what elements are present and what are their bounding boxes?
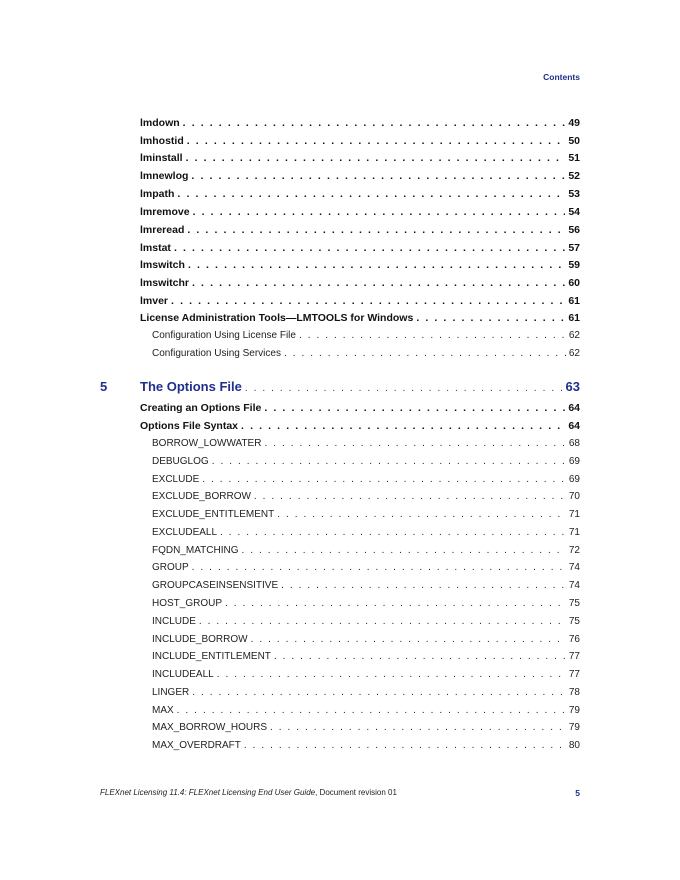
toc-entry-page: 64 xyxy=(568,420,580,432)
toc-subentry-page: 76 xyxy=(568,634,580,645)
dot-leader xyxy=(270,722,566,733)
toc-subentry-page: 77 xyxy=(568,669,580,680)
dot-leader xyxy=(191,170,565,182)
footer-revision: , Document revision 01 xyxy=(315,788,397,797)
toc-entry-title: lmpath xyxy=(140,188,175,200)
toc-entry[interactable] xyxy=(140,259,580,271)
toc-entry[interactable] xyxy=(140,312,580,324)
toc-subentry-title: EXCLUDE xyxy=(152,474,200,485)
dot-leader xyxy=(186,152,566,164)
toc-subentry-page: 80 xyxy=(568,740,580,751)
toc-entry-title: lmreread xyxy=(140,224,185,236)
toc-subentry-page: 75 xyxy=(568,598,580,609)
toc-subentry-page: 79 xyxy=(568,705,580,716)
toc-subentry-title: GROUP xyxy=(152,562,189,573)
toc-entry-page: 57 xyxy=(568,242,580,254)
toc-subentry-page: 62 xyxy=(568,330,580,341)
toc-entry-page: 50 xyxy=(568,135,580,147)
dot-leader xyxy=(277,509,566,520)
toc-subentry-page: 62 xyxy=(568,348,580,359)
toc-subentry-page: 72 xyxy=(568,545,580,556)
toc-subentry[interactable] xyxy=(152,491,580,502)
dot-leader xyxy=(299,330,566,341)
toc-subentry[interactable] xyxy=(152,669,580,680)
toc-subentry-title: BORROW_LOWWATER xyxy=(152,438,262,449)
dot-leader xyxy=(245,383,563,394)
dot-leader xyxy=(187,135,566,147)
toc-entry-page: 61 xyxy=(568,295,580,307)
dot-leader xyxy=(416,312,565,324)
dot-leader xyxy=(202,474,566,485)
toc-subentry[interactable] xyxy=(152,348,580,359)
toc-entry-page: 51 xyxy=(568,152,580,164)
dot-leader xyxy=(264,438,565,449)
toc-entry-page: 54 xyxy=(568,206,580,218)
toc-entry-title: lmver xyxy=(140,295,169,307)
toc-subentry-title: INCLUDE xyxy=(152,616,196,627)
dot-leader xyxy=(241,420,565,432)
toc-subentry-page: 77 xyxy=(568,651,580,662)
toc-subentry-page: 69 xyxy=(568,474,580,485)
toc-entry[interactable] xyxy=(140,117,580,129)
toc-subentry[interactable] xyxy=(152,705,580,716)
toc-subentry[interactable] xyxy=(152,474,580,485)
toc-subentry[interactable] xyxy=(152,651,580,662)
toc-subentry-title: DEBUGLOG xyxy=(152,456,209,467)
toc-subentry-title: INCLUDEALL xyxy=(152,669,214,680)
toc-entry-page: 61 xyxy=(568,312,580,324)
toc-subentry-title: MAX xyxy=(152,705,174,716)
dot-leader xyxy=(217,669,566,680)
toc-entry-title: Creating an Options File xyxy=(140,402,262,414)
footer-document-title xyxy=(100,788,397,798)
toc-subentry[interactable] xyxy=(152,722,580,733)
dot-leader xyxy=(244,740,566,751)
toc-subentry-title: EXCLUDE_ENTITLEMENT xyxy=(152,509,275,520)
toc-subentry-title: FQDN_MATCHING xyxy=(152,545,239,556)
toc-entry-title: lmhostid xyxy=(140,135,184,147)
toc-entry-page: 52 xyxy=(568,170,580,182)
toc-subentry[interactable] xyxy=(152,687,580,698)
dot-leader xyxy=(187,224,565,236)
toc-entry-page: 53 xyxy=(568,188,580,200)
toc-entry-page: 64 xyxy=(568,402,580,414)
dot-leader xyxy=(192,277,565,289)
toc-subentry[interactable] xyxy=(152,456,580,467)
toc-subentry[interactable] xyxy=(152,740,580,751)
toc-subentry-page: 71 xyxy=(568,527,580,538)
chapter-page: 63 xyxy=(565,379,580,394)
dot-leader xyxy=(177,188,565,200)
toc-subentry-page: 79 xyxy=(568,722,580,733)
dot-leader xyxy=(183,117,566,129)
toc-subentry-page: 74 xyxy=(568,562,580,573)
dot-leader xyxy=(193,206,566,218)
dot-leader xyxy=(171,295,565,307)
dot-leader xyxy=(188,259,565,271)
toc-subentry[interactable] xyxy=(152,598,580,609)
toc-subentry-title: MAX_BORROW_HOURS xyxy=(152,722,268,733)
toc-subentry[interactable] xyxy=(152,580,580,591)
toc-subentry[interactable] xyxy=(152,438,580,449)
dot-leader xyxy=(254,491,566,502)
toc-entry-title: Options File Syntax xyxy=(140,420,239,432)
toc-subentry-title: INCLUDE_ENTITLEMENT xyxy=(152,651,271,662)
toc-subentry[interactable] xyxy=(152,330,580,341)
toc-subentry-title: EXCLUDEALL xyxy=(152,527,218,538)
toc-subentry-title: Configuration Using License File xyxy=(152,330,296,341)
toc-entry[interactable] xyxy=(140,170,580,182)
toc-subentry[interactable] xyxy=(152,616,580,627)
toc-subentry-page: 71 xyxy=(568,509,580,520)
chapter-title: The Options File xyxy=(140,379,242,394)
toc-subentry-page: 75 xyxy=(568,616,580,627)
toc-entry-title: lmdown xyxy=(140,117,180,129)
dot-leader xyxy=(174,242,565,254)
toc-entry[interactable] xyxy=(140,188,580,200)
running-header: Contents xyxy=(543,72,580,82)
dot-leader xyxy=(264,402,565,414)
toc-subentry-title: GROUPCASEINSENSITIVE xyxy=(152,580,279,591)
toc-subentry-title: HOST_GROUP xyxy=(152,598,223,609)
toc-entry[interactable] xyxy=(140,420,580,432)
toc-entry-title: lmremove xyxy=(140,206,190,218)
toc-entry-title: lmnewlog xyxy=(140,170,189,182)
toc-entry-page: 59 xyxy=(568,259,580,271)
toc-entry-page: 60 xyxy=(568,277,580,289)
toc-subentry-page: 74 xyxy=(568,580,580,591)
toc-subentry[interactable] xyxy=(152,562,580,573)
toc-subentry[interactable] xyxy=(152,527,580,538)
toc-entry[interactable] xyxy=(140,242,580,254)
toc-subentry-title: Configuration Using Services xyxy=(152,348,281,359)
toc-chapter-heading[interactable] xyxy=(100,379,580,394)
toc-entry[interactable] xyxy=(140,224,580,236)
footer-product: FLEXnet Licensing 11.4: FLEXnet Licensing End User Guide xyxy=(100,788,316,797)
toc-entry-title: lminstall xyxy=(140,152,183,164)
toc-entry[interactable] xyxy=(140,277,580,289)
toc-subentry-page: 70 xyxy=(568,491,580,502)
dot-leader xyxy=(251,634,566,645)
toc-subentry-title: LINGER xyxy=(152,687,190,698)
toc-subentry[interactable] xyxy=(152,509,580,520)
toc-entry-title: License Administration Tools—LMTOOLS for Windows xyxy=(140,312,414,324)
page-footer xyxy=(100,788,580,798)
toc-entry-title: lmswitch xyxy=(140,259,185,271)
footer-page-number: 5 xyxy=(575,788,580,798)
dot-leader xyxy=(199,616,566,627)
dot-leader xyxy=(241,545,565,556)
dot-leader xyxy=(284,348,566,359)
toc-subentry[interactable] xyxy=(152,545,580,556)
toc-entry[interactable] xyxy=(140,206,580,218)
toc-entry-page: 49 xyxy=(568,117,580,129)
dot-leader xyxy=(192,687,566,698)
toc-entry[interactable] xyxy=(140,295,580,307)
toc-subentry-title: MAX_OVERDRAFT xyxy=(152,740,241,751)
dot-leader xyxy=(225,598,566,609)
dot-leader xyxy=(212,456,566,467)
dot-leader xyxy=(192,562,566,573)
toc-entry-page: 56 xyxy=(568,224,580,236)
toc-subentry-title: EXCLUDE_BORROW xyxy=(152,491,251,502)
toc-entry[interactable] xyxy=(140,402,580,414)
dot-leader xyxy=(220,527,566,538)
toc-subentry-page: 69 xyxy=(568,456,580,467)
toc-subentry-page: 68 xyxy=(568,438,580,449)
chapter-number: 5 xyxy=(100,379,108,394)
dot-leader xyxy=(274,651,566,662)
toc-entry[interactable] xyxy=(140,152,580,164)
toc-subentry-page: 78 xyxy=(568,687,580,698)
toc-entry-title: lmstat xyxy=(140,242,171,254)
toc-subentry[interactable] xyxy=(152,634,580,645)
toc-entry[interactable] xyxy=(140,135,580,147)
dot-leader xyxy=(177,705,566,716)
toc-entry-title: lmswitchr xyxy=(140,277,190,289)
toc-subentry-title: INCLUDE_BORROW xyxy=(152,634,248,645)
dot-leader xyxy=(281,580,566,591)
